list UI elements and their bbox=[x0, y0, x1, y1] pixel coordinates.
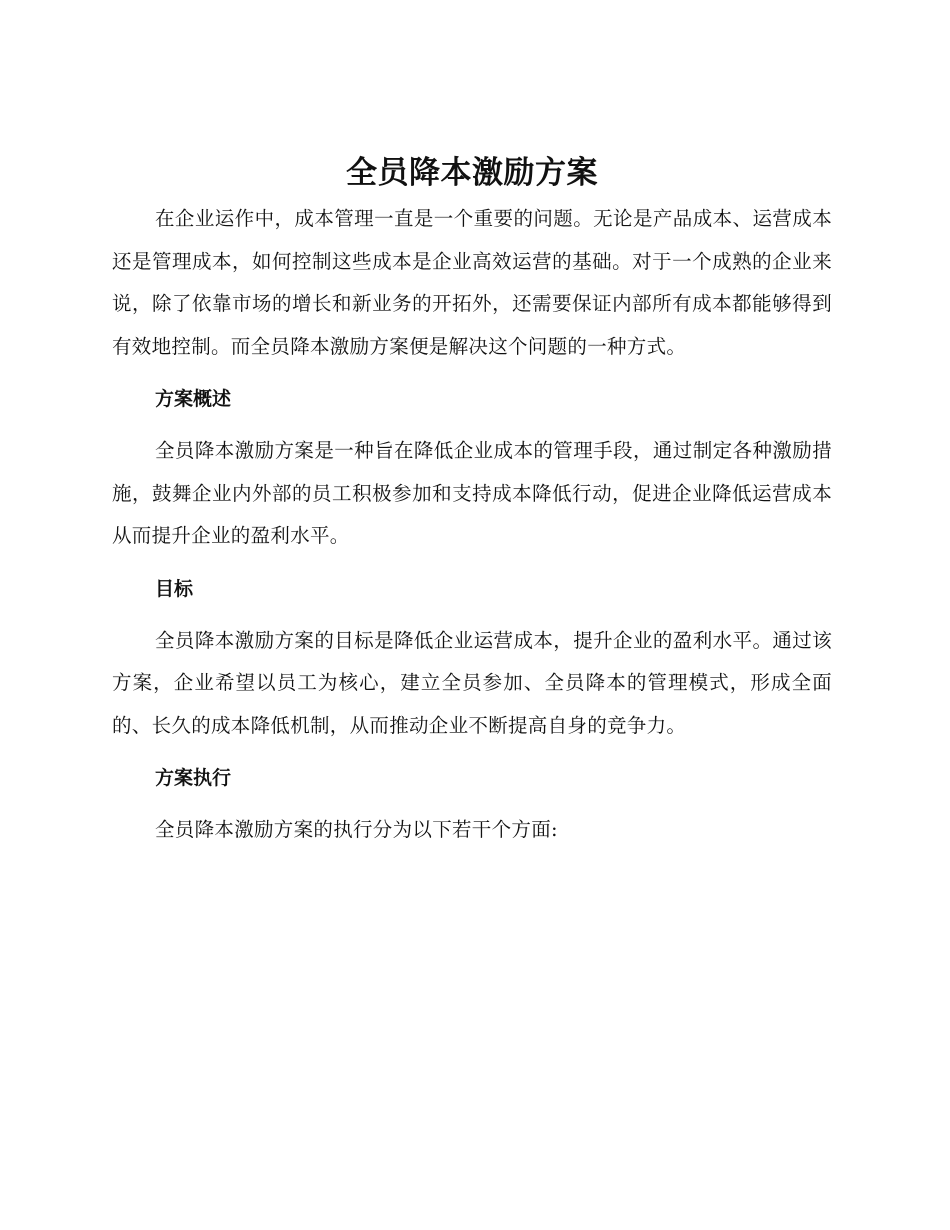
section-heading-overview: 方案概述 bbox=[155, 388, 232, 410]
section-body-goal: 全员降本激励方案的目标是降低企业运营成本，提升企业的盈利水平。通过该方案，企业希望以员工为核心，建立全员参加、全员降本的管理模式，形成全面的、长久的成本降低机制，从而推动企业不断提高自身的竞争力。 bbox=[112, 628, 832, 737]
document-title: 全员降本激励方案 bbox=[346, 155, 598, 191]
section-body-overview: 全员降本激励方案是一种旨在降低企业成本的管理手段，通过制定各种激励措施，鼓舞企业内外部的员工积极参加和支持成本降低行动，促进企业降低运营成本从而提升企业的盈利水平。 bbox=[112, 439, 832, 547]
intro-paragraph: 在企业运作中，成本管理一直是一个重要的问题。无论是产品成本、运营成本还是管理成本，如何控制这些成本是企业高效运营的基础。对于一个成熟的企业来说，除了依靠市场的增长和新业务的开拓外，还需要保证内部所有成本都能够得到有效地控制。而全员降本激励方案便是解决这个问题的一种方式。 bbox=[112, 207, 832, 358]
section-heading-goal: 目标 bbox=[155, 577, 194, 600]
section-body-execution: 全员降本激励方案的执行分为以下若干个方面: bbox=[155, 818, 558, 841]
document-page bbox=[112, 148, 832, 852]
section-heading-execution: 方案执行 bbox=[155, 767, 232, 789]
